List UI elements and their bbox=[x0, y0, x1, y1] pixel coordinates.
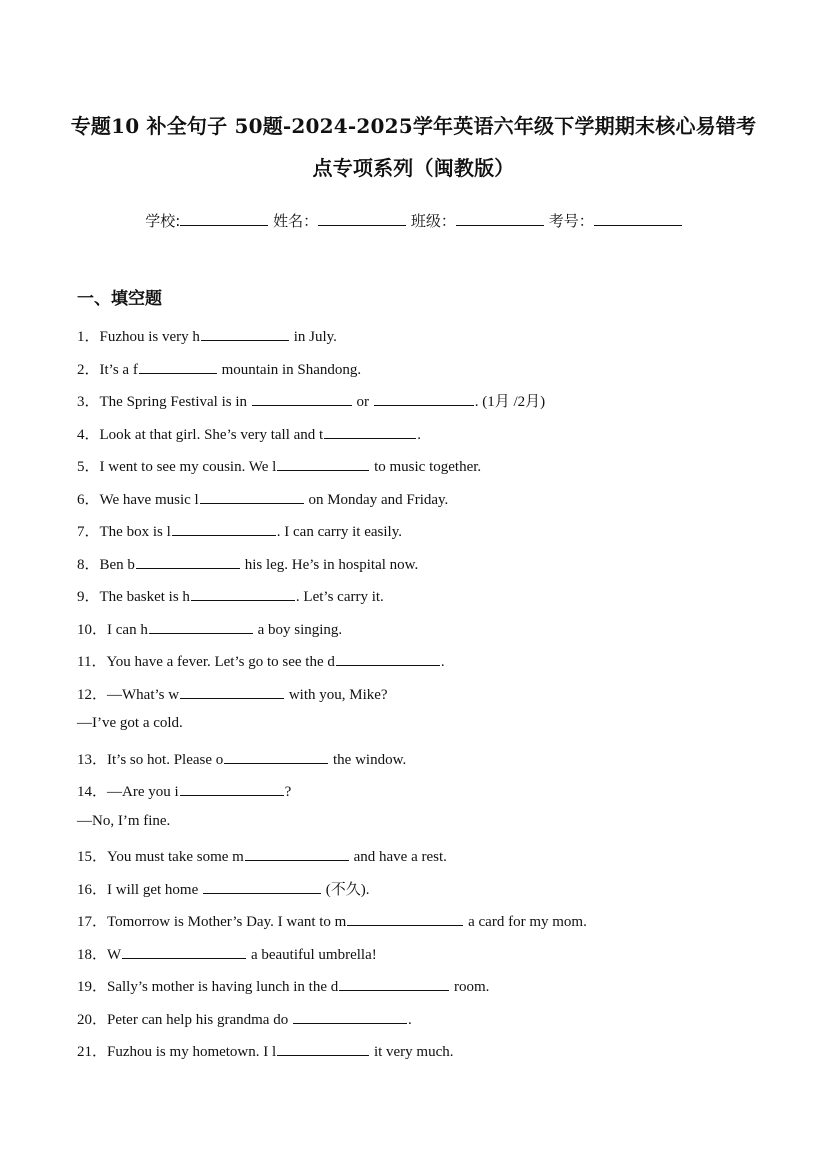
question-text: to music together. bbox=[370, 459, 482, 475]
question-item bbox=[77, 520, 402, 541]
question-number: 14． bbox=[77, 784, 108, 800]
question-text: ? bbox=[284, 784, 292, 800]
question-number: 16． bbox=[77, 882, 108, 898]
question-text: on Monday and Friday. bbox=[304, 492, 449, 508]
question-item bbox=[77, 683, 388, 704]
question-number: 6． bbox=[77, 492, 100, 508]
question-number: 10． bbox=[77, 622, 108, 638]
question-number: 9． bbox=[77, 589, 100, 605]
question-text: with you, Mike? bbox=[285, 687, 388, 703]
question-item bbox=[77, 423, 421, 444]
answer-blank[interactable] bbox=[347, 911, 463, 926]
answer-blank[interactable] bbox=[203, 879, 321, 894]
question-number: 8． bbox=[77, 557, 100, 573]
question-item bbox=[77, 748, 406, 769]
class-blank[interactable] bbox=[456, 211, 544, 226]
question-text: The basket is h bbox=[99, 589, 190, 605]
question-text: and have a rest. bbox=[349, 849, 447, 865]
answer-blank[interactable] bbox=[339, 976, 449, 991]
question-text: Fuzhou is very h bbox=[99, 329, 200, 345]
question-text: Look at that girl. She’s very tall and t bbox=[99, 427, 324, 443]
student-info-row bbox=[0, 210, 827, 231]
answer-blank[interactable] bbox=[324, 424, 416, 439]
question-item bbox=[77, 780, 291, 801]
question-text: I will get home bbox=[107, 882, 202, 898]
exam-number-label: 考号： bbox=[548, 212, 594, 230]
answer-blank[interactable] bbox=[374, 391, 474, 406]
answer-blank[interactable] bbox=[122, 944, 246, 959]
question-text: —What’s w bbox=[107, 687, 180, 703]
question-text: . I can carry it easily. bbox=[276, 524, 402, 540]
question-answer-line bbox=[77, 715, 183, 732]
answer-blank[interactable] bbox=[180, 684, 284, 699]
question-item bbox=[77, 975, 489, 996]
question-text: It’s so hot. Please o bbox=[107, 752, 224, 768]
question-item bbox=[77, 650, 445, 671]
answer-blank[interactable] bbox=[139, 359, 217, 374]
question-text: Tomorrow is Mother’s Day. I want to m bbox=[107, 914, 347, 930]
page-title-line2: 点专项系列（闽教版） bbox=[312, 156, 515, 180]
question-text: his leg. He’s in hospital now. bbox=[240, 557, 419, 573]
page-title: 专题10 补全句子 50题-2024-2025学年英语六年级下学期期末核心易错考 bbox=[70, 114, 757, 138]
question-text: a boy singing. bbox=[253, 622, 343, 638]
question-number: 17． bbox=[77, 914, 108, 930]
question-text: The box is l bbox=[99, 524, 171, 540]
question-text: Sally’s mother is having lunch in the d bbox=[107, 979, 339, 995]
question-item bbox=[77, 455, 481, 476]
question-text: . bbox=[417, 427, 421, 443]
question-text: It’s a f bbox=[99, 362, 138, 378]
question-number: 21． bbox=[77, 1044, 108, 1060]
question-text: —No, I’m fine. bbox=[77, 813, 171, 829]
question-text: —Are you i bbox=[107, 784, 179, 800]
answer-blank[interactable] bbox=[200, 489, 304, 504]
question-item bbox=[77, 585, 384, 606]
answer-blank[interactable] bbox=[224, 749, 328, 764]
question-item bbox=[77, 358, 361, 379]
answer-blank[interactable] bbox=[252, 391, 352, 406]
question-text: You must take some m bbox=[107, 849, 244, 865]
question-number: 7． bbox=[77, 524, 100, 540]
question-text: or bbox=[352, 394, 373, 410]
question-item bbox=[77, 553, 418, 574]
exam-number-blank[interactable] bbox=[594, 211, 682, 226]
answer-blank[interactable] bbox=[277, 456, 369, 471]
question-number: 19． bbox=[77, 979, 108, 995]
answer-blank[interactable] bbox=[293, 1009, 407, 1024]
question-item bbox=[77, 943, 377, 964]
question-item bbox=[77, 618, 342, 639]
question-text: mountain in Shandong. bbox=[217, 362, 362, 378]
question-text: room. bbox=[450, 979, 490, 995]
answer-blank[interactable] bbox=[191, 586, 295, 601]
question-number: 2． bbox=[77, 362, 100, 378]
question-text: I can h bbox=[107, 622, 148, 638]
question-number: 3． bbox=[77, 394, 100, 410]
answer-blank[interactable] bbox=[245, 846, 349, 861]
question-item bbox=[77, 390, 545, 411]
question-number: 5． bbox=[77, 459, 100, 475]
question-text: We have music l bbox=[99, 492, 199, 508]
name-blank[interactable] bbox=[318, 211, 406, 226]
question-text: (不久). bbox=[322, 882, 370, 898]
question-text: W bbox=[107, 947, 122, 963]
question-number: 1． bbox=[77, 329, 100, 345]
class-label: 班级： bbox=[410, 212, 456, 230]
question-text: —I’ve got a cold. bbox=[77, 715, 183, 731]
answer-blank[interactable] bbox=[336, 651, 440, 666]
question-number: 11． bbox=[77, 654, 107, 670]
question-text: in July. bbox=[289, 329, 337, 345]
school-blank[interactable] bbox=[180, 211, 268, 226]
question-item bbox=[77, 1040, 454, 1061]
question-number: 12． bbox=[77, 687, 108, 703]
question-text: a card for my mom. bbox=[464, 914, 587, 930]
question-text: the window. bbox=[329, 752, 407, 768]
question-number: 15． bbox=[77, 849, 108, 865]
answer-blank[interactable] bbox=[201, 326, 289, 341]
question-text: I went to see my cousin. We l bbox=[99, 459, 277, 475]
question-item bbox=[77, 878, 370, 899]
answer-blank[interactable] bbox=[180, 781, 284, 796]
question-text: You have a fever. Let’s go to see the d bbox=[106, 654, 335, 670]
answer-blank[interactable] bbox=[277, 1041, 369, 1056]
question-number: 20． bbox=[77, 1012, 108, 1028]
question-text: The Spring Festival is in bbox=[99, 394, 251, 410]
question-number: 13． bbox=[77, 752, 108, 768]
section-heading: 一、填空题 bbox=[77, 289, 162, 309]
answer-blank[interactable] bbox=[149, 619, 253, 634]
question-text: . bbox=[407, 1012, 412, 1028]
question-text: Ben b bbox=[99, 557, 135, 573]
answer-blank[interactable] bbox=[172, 521, 276, 536]
question-item bbox=[77, 845, 447, 866]
question-text: Peter can help his grandma do bbox=[107, 1012, 292, 1028]
school-label: 学校: bbox=[145, 212, 181, 230]
question-answer-line bbox=[77, 813, 170, 830]
question-item bbox=[77, 325, 337, 346]
question-text: Fuzhou is my hometown. I l bbox=[107, 1044, 277, 1060]
question-item bbox=[77, 1008, 412, 1029]
question-text: it very much. bbox=[370, 1044, 454, 1060]
answer-blank[interactable] bbox=[136, 554, 240, 569]
question-item bbox=[77, 910, 587, 931]
question-number: 18． bbox=[77, 947, 108, 963]
question-text: . (1月 /2月) bbox=[474, 394, 546, 410]
question-text: . bbox=[440, 654, 445, 670]
question-number: 4． bbox=[77, 427, 100, 443]
name-label: 姓名： bbox=[273, 212, 319, 230]
question-text: a beautiful umbrella! bbox=[247, 947, 377, 963]
question-text: . Let’s carry it. bbox=[295, 589, 384, 605]
question-item bbox=[77, 488, 448, 509]
